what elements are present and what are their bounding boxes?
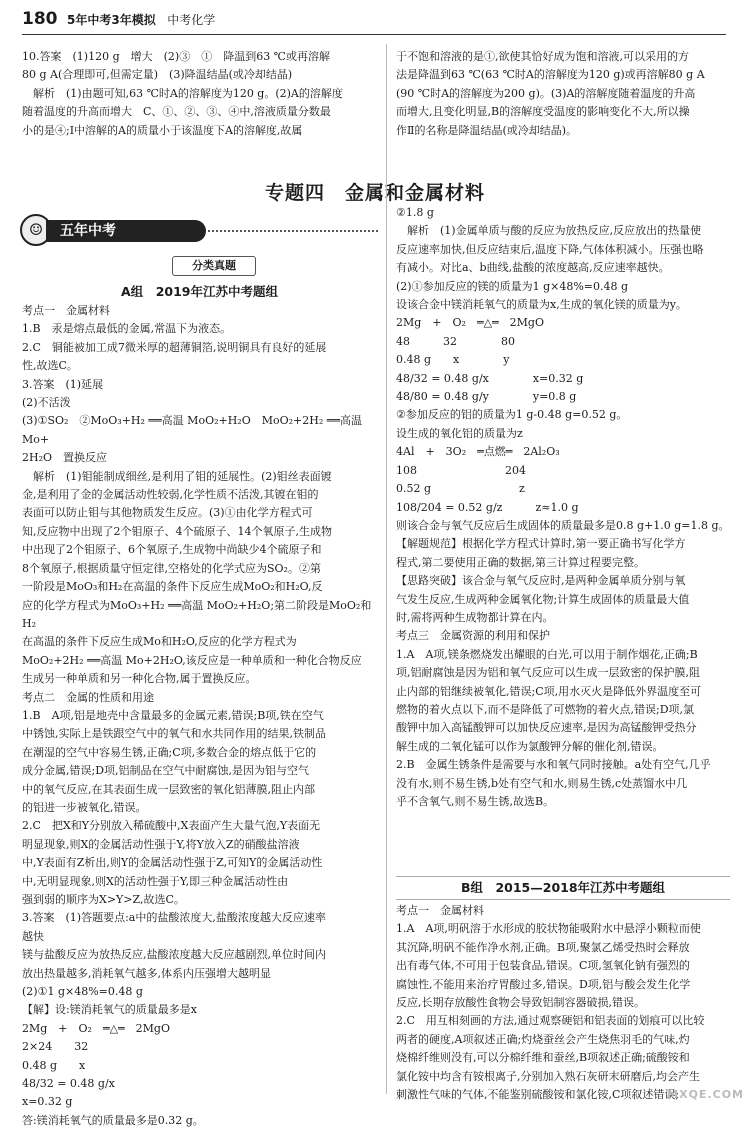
category-tag: 分类真题	[172, 256, 256, 276]
section-title: 专题四 金属和金属材料	[264, 182, 485, 204]
banner-rule	[208, 230, 378, 232]
group-a-heading: A组 2019年江苏中考题组	[121, 284, 278, 299]
body-right-column-b: 考点一 金属材料 1.A A项,明矾溶于水形成的胶状物能吸附水中悬浮小颗粒而使 其沉降,明矾不能作净水剂,正确。B项,聚氯乙烯受热时会释放 出有毒气体,不可用于包装食品,错误。C项,氢氧化钠有强烈的 腐蚀性,不能用来治疗胃酸过多,错误。D项,铝与酸会发生化学 反应,长期存放酸性食物会导致铝制容器破损,错误。 2.C 用互相刻画的方法,通过观察硬铝和铝表面的划痕可以比较 两者的硬度,A项叙述正确;灼烧蚕丝会产生烧焦羽毛的气味,灼 烧棉纤维则没有,可以分棉纤维和蚕丝,B项叙述正确;硫酸铵和 氯化铵中均含有铵根离子,分别加入熟石灰研末研磨后,均会产生 刺激性气味的气体,不能鉴别硫酸铵和氯化铵,C项叙述错误;	[396, 904, 705, 1102]
page-header	[22, 8, 215, 30]
page-number: 180	[22, 9, 58, 29]
column-divider	[386, 44, 387, 1094]
banner-label: 五年中考	[46, 220, 206, 242]
intro-right-column: 于不饱和溶液的是①,欲使其恰好成为饱和溶液,可以采用的方 法是降温到63 ℃(63 ℃时A的溶解度为120 g)或再溶解80 g A (90 ℃时A的溶解度为200 g)。(3)A的溶解度随着温度的升高 而增大,且变化明显,B的溶解度受温度的影响变化不大,所以操 作Ⅱ的名称是降温结晶(或冷却结晶)。	[396, 50, 705, 137]
intro-left-column: 10.答案 (1)120 g 增大 (2)③ ① 降温到63 ℃或再溶解 80 g A(合理即可,但需定量) (3)降温结晶(或冷却结晶) 解析 (1)由题可知,63 ℃时A的溶解度为120 g。(2)A的溶解度 随着温度的升高而增大 C、①、②、③、④中,溶液质量分数最 小的是④;Ⅰ中溶解的A的质量小于该温度下A的溶解度,故属	[22, 50, 343, 137]
book-title: 5年中考3年模拟	[67, 13, 156, 27]
header-rule	[22, 34, 726, 35]
subject-label: 中考化学	[167, 13, 216, 27]
body-left-column: 考点一 金属材料 1.B 汞是熔点最低的金属,常温下为液态。 2.C 铜能被加工成7微米厚的超薄铜箔,说明铜具有良好的延展 性,故选C。 3.答案 (1)延展 (2)不活泼 (3)①SO₂ ②MoO₃+H₂ ══高温 MoO₂+H₂O MoO₂+2H₂ ══高温 Mo+ 2H₂O 置换反应 解析 (1)钼能制成细丝,是利用了钼的延展性。(2)钼丝表面镀 金,是利用了金的金属活动性较弱,化学性质不活泼,其镀在钼的 表面可以防止钼与其他物质发生反应。(3)①由化学方程式可 知,反应物中出现了2个钼原子、4个硫原子、14个氧原子,生成物 中出现了2个钼原子、6个氧原子,生成物中尚缺少4个硫原子和 8个氧原子,根据质量守恒定律,空格处的化学式应为SO₂。②第 一阶段是MoO₃和H₂在高温的条件下反应生成MoO₂和H₂O,反 应的化学方程式为MoO₃+H₂ ══高温 MoO₂+H₂O;第二阶段是MoO₂和H₂ 在高温的条件下反应生成Mo和H₂O,反应的化学方程式为 MoO₂+2H₂ ══高温 Mo+2H₂O,该反应是一种单质和一种化合物反应 生成另一种单质和另一种化合物,属于置换反应。 考点二 金属的性质和用途 1.B A项,铝是地壳中含量最多的金属元素,错误;B项,铁在空气 中锈蚀,实际上是铁跟空气中的氧气和水共同作用的结果,铁制品 在潮湿的空气中容易生锈,正确;C项,多数合金的熔点低于它的 成分金属,错误;D项,铝制品在空气中耐腐蚀,是因为铝与空气 中的氧气反应,在其表面生成一层致密的氧化铝薄膜,阻止内部 的铝进一步被氧化,错误。 2.C 把X和Y分别放入稀硫酸中,X表面产生大量气泡,Y表面无 明显现象,则X的金属活动性强于Y,将Y放入Z的硝酸盐溶液 中,Y表面有Z析出,则Y的金属活动性强于Z,可知Y的金属活动性 中,无明显现象,则X的活动性强于Y,即三种金属活动性由 强到弱的顺序为X>Y>Z,故选C。 3.答案 (1)答题要点:a中的盐酸浓度大,盐酸浓度越大反应速率 越快 镁与盐酸反应为放热反应,盐酸浓度越大反应越剧烈,单位时间内 放出热量越多,消耗氧气越多,体系内压强增大越明显 (2)①1 g×48%=0.48 g 【解】设:镁消耗氧气的质量最多是x 2Mg + O₂ ═△═ 2MgO 2×24 32 0.48 g x 48/32 = 0.48 g/x x=0.32 g 答:镁消耗氧气的质量最多是0.32 g。	[22, 304, 372, 1127]
mascot-icon: ☺	[20, 214, 52, 246]
body-right-column: ②1.8 g 解析 (1)金属单质与酸的反应为放热反应,反应放出的热量使 反应速率加快,但反应结束后,温度下降,气体体积减小。压强也略 有减小。对比a、b曲线,盐酸的浓度越高,反应速率越快。 (2)①参加反应的镁的质量为1 g×48%=0.48 g 设该合金中镁消耗氧气的质量为x,生成的氧化镁的质量为y。 2Mg + O₂ ═△═ 2MgO 48 32 80 0.48 g x y 48/32 = 0.48 g/x x=0.32 g 48/80 = 0.48 g/y y=0.8 g ②参加反应的铝的质量为1 g-0.48 g=0.52 g。 设生成的氧化铝的质量为z 4Al + 3O₂ ═点燃═ 2Al₂O₃ 108 204 0.52 g z 108/204 = 0.52 g/z z≈1.0 g 则该合金与氧气反应后生成固体的质量最多是0.8 g+1.0 g=1.8 g。 【解题规范】根据化学方程式计算时,第一要正确书写化学方 程式,第二要使用正确的数据,第三计算过程要完整。 【思路突破】该合金与氧气反应时,是两种金属单质分别与氧 气发生反应,生成两种金属氧化物;计算生成固体的质量最大值 时,需将两种生成物都计算在内。 考点三 金属资源的利用和保护 1.A A项,镁条燃烧发出耀眼的白光,可以用于制作烟花,正确;B 项,铝耐腐蚀是因为铝和氧气反应可以生成一层致密的保护膜,阻 止内部的铝继续被氧化,错误;C项,用水灭火是降低外界温度至可 燃物的着火点以下,而不是降低了可燃物的着火点,错误;D项,氯 酸钾中加入高锰酸钾可以加快反应速率,是因为高锰酸钾受热分 解生成的二氧化锰可以作为氯酸钾分解的催化剂,错误。 2.B 金属生锈条件是需要与水和氧气同时接触。a处有空气,几乎 没有水,则不易生锈,b处有空气和水,则易生锈,c处蒸馏水中几 乎不含氧气,则不易生锈,故选B。	[396, 206, 730, 808]
five-year-banner	[20, 214, 378, 248]
watermark: MXQE.COM	[667, 1087, 744, 1101]
group-b-heading: B组 2015—2018年江苏中考题组	[396, 876, 730, 900]
